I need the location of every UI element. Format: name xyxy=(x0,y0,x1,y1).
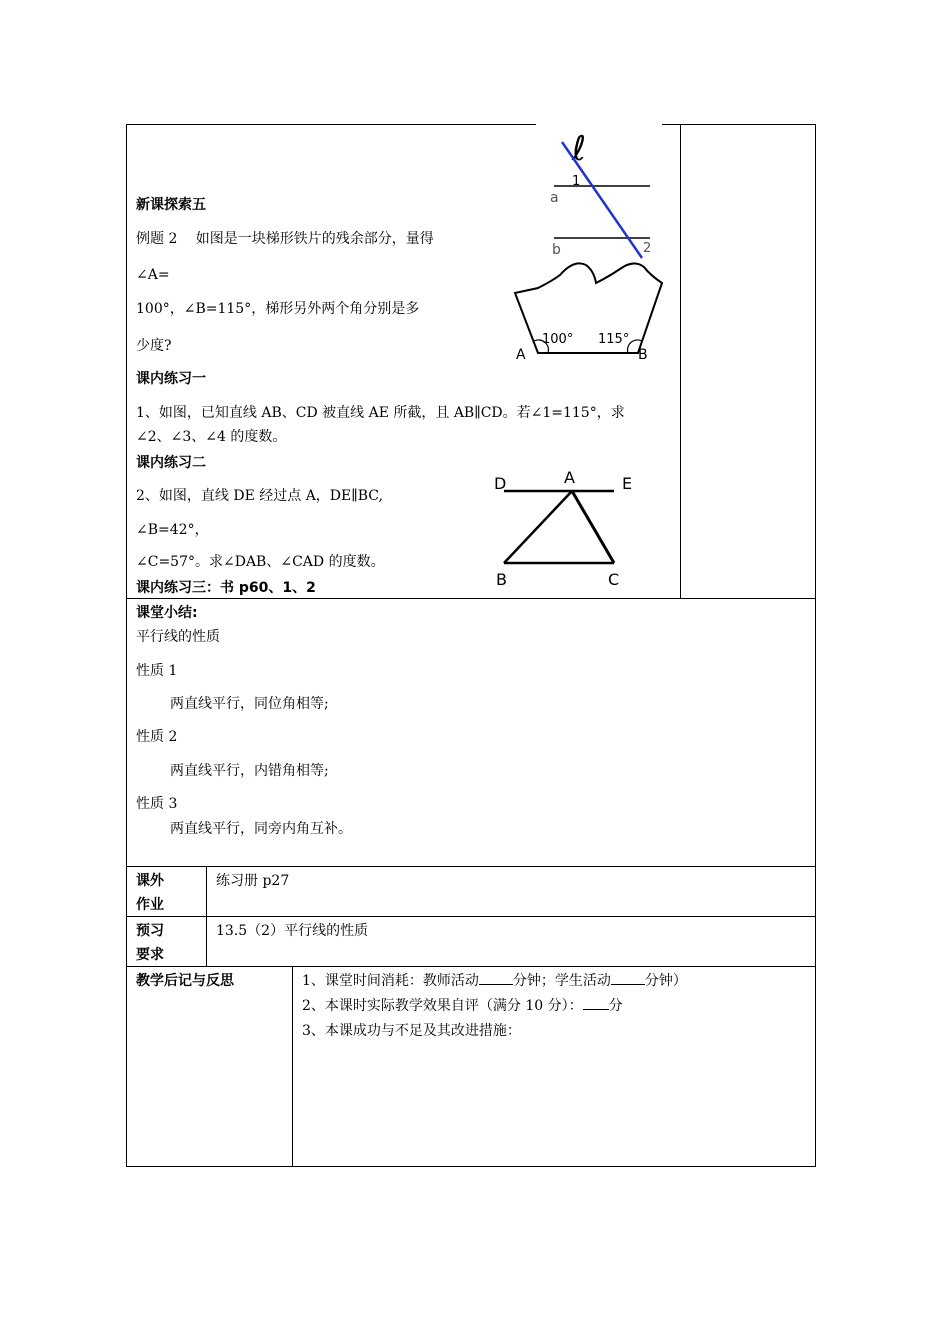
practice2-text-line3: ∠C=57°。求∠DAB、∠CAD 的度数。 xyxy=(136,554,385,570)
property3-text: 两直线平行，同旁内角互补。 xyxy=(170,821,352,837)
example-text-line3: 100°，∠B=115°，梯形另外两个角分别是多 xyxy=(136,301,420,317)
summary-title: 平行线的性质 xyxy=(136,629,220,645)
blank-score xyxy=(583,997,609,1010)
homework-value: 练习册 p27 xyxy=(216,873,290,889)
practice1-text-line1: 1、如图，已知直线 AB、CD 被直线 AE 所截，且 AB∥CD。若∠1=115°，求 xyxy=(136,405,625,421)
homework-label-line2: 作业 xyxy=(136,897,164,913)
reflection-line1-part3: 分钟） xyxy=(644,973,687,989)
example-text-line4: 少度? xyxy=(136,338,172,354)
trapezoid-figure xyxy=(508,255,674,367)
label-E: E xyxy=(622,474,633,493)
property1-label: 性质 1 xyxy=(136,663,178,679)
summary-heading: 课堂小结: xyxy=(136,605,198,621)
angle-A-label: 100° xyxy=(542,332,574,347)
homework-label-line1: 课外 xyxy=(136,873,164,889)
reflection-line2 xyxy=(302,997,623,1015)
reflection-line1-part2: 分钟；学生活动 xyxy=(512,973,611,989)
property3-label: 性质 3 xyxy=(136,796,178,812)
property2-label: 性质 2 xyxy=(136,729,178,745)
label-C: C xyxy=(608,570,620,589)
reflection-line2-part2: 分 xyxy=(608,998,623,1014)
label-A: A xyxy=(564,468,575,487)
example-text-line1: 例题 2 如图是一块梯形铁片的残余部分，量得 xyxy=(136,231,434,247)
label-D: D xyxy=(494,474,507,493)
reflection-line2-part1: 2、本课时实际教学效果自评（满分 10 分）： xyxy=(302,998,583,1014)
triangle-figure xyxy=(490,463,650,589)
practice2-text-line2: ∠B=42°， xyxy=(136,522,209,538)
practice2-heading: 课内练习二 xyxy=(136,455,206,471)
reflection-line1-part1: 1、课堂时间消耗：教师活动 xyxy=(302,973,479,989)
label-B: B xyxy=(638,347,648,363)
reflection-line1 xyxy=(302,972,687,990)
property1-text: 两直线平行，同位角相等; xyxy=(170,696,329,712)
label-A: A xyxy=(516,347,526,363)
blank-teacher-minutes xyxy=(479,972,513,985)
label-B: B xyxy=(496,570,507,589)
angle-B-label: 115° xyxy=(598,332,630,347)
preview-value: 13.5（2）平行线的性质 xyxy=(216,923,369,939)
practice3-text: 课内练习三：书 p60、1、2 xyxy=(136,580,316,596)
label-1: 1 xyxy=(572,174,581,189)
label-a: a xyxy=(550,190,559,206)
label-b: b xyxy=(552,242,561,258)
preview-label-line2: 要求 xyxy=(136,947,164,963)
reflection-line3: 3、本课成功与不足及其改进措施： xyxy=(302,1023,521,1039)
parallel-lines-figure xyxy=(538,124,662,264)
label-l: ℓ xyxy=(572,129,587,169)
preview-label-line1: 预习 xyxy=(136,923,164,939)
label-2: 2 xyxy=(643,241,652,256)
practice1-heading: 课内练习一 xyxy=(136,371,206,387)
example-text-line2: ∠A= xyxy=(136,267,170,283)
blank-student-minutes xyxy=(611,972,645,985)
property2-text: 两直线平行，内错角相等; xyxy=(170,763,329,779)
practice2-text-line1: 2、如图，直线 DE 经过点 A，DE∥BC, xyxy=(136,488,383,504)
section-heading: 新课探索五 xyxy=(136,197,206,213)
reflection-label: 教学后记与反思 xyxy=(136,973,234,989)
practice1-text-line2: ∠2、∠3、∠4 的度数。 xyxy=(136,429,287,445)
